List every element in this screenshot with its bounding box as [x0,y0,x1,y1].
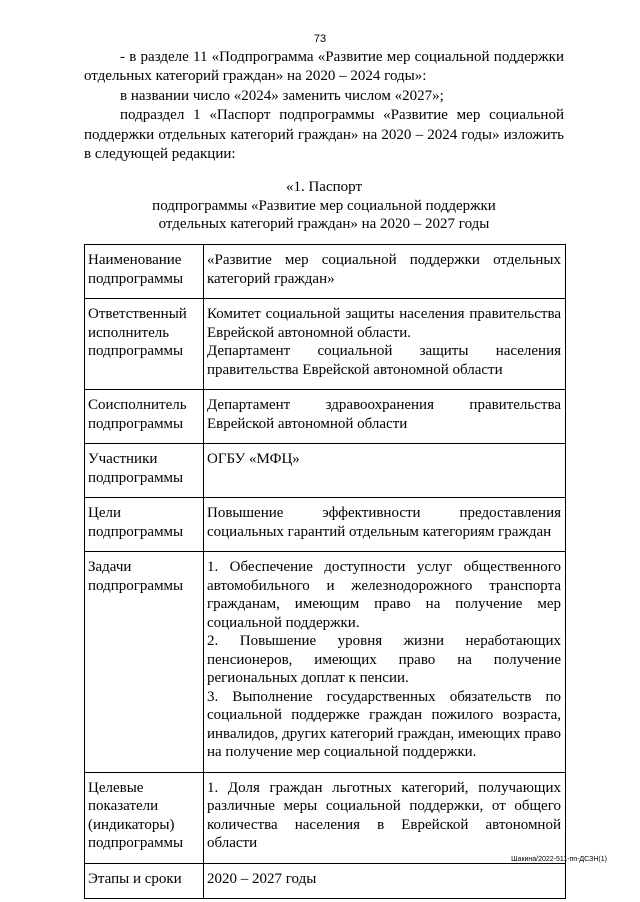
row-value [204,863,566,899]
passport-table [84,244,566,899]
row-label: Ответственный исполнитель подпрограммы [85,299,204,390]
intro-text [84,48,564,164]
row-value-line: ОГБУ «МФЦ» [207,451,300,467]
row-value-line: 2. Повышение уровня жизни неработающих пенсионеров, имеющих право на получение региональных доплат к пенсии. [207,633,561,686]
row-label: Целевые показатели (индикаторы) подпрограммы [85,772,204,863]
row-label: Соисполнитель подпрограммы [85,390,204,444]
table-row [85,552,566,773]
table-row [85,444,566,498]
row-value-line: 3. Выполнение государственных обязательств по социальной поддержке граждан пожилого возраста, инвалидов, других категорий граждан, имеющих право на получение мер социальной поддержки. [207,688,561,760]
row-label: Участники подпрограммы [85,444,204,498]
row-value [204,498,566,552]
row-value-line: Повышение эффективности предоставления социальных гарантий отдельным категориям граждан [207,505,561,540]
row-value-line: Департамент социальной защиты населения правительства Еврейской автономной области [207,343,561,378]
table-row [85,299,566,390]
row-value [204,390,566,444]
row-value-line: 1. Обеспечение доступности услуг общественного автомобильного и железнодорожного транспорта гражданам, имеющим право на получение мер социальной поддержки. [207,559,561,631]
row-value [204,299,566,390]
row-label: Цели подпрограммы [85,498,204,552]
table-row [85,390,566,444]
intro-paragraph: в названии число «2024» заменить числом «2027»; [120,87,444,104]
row-value-line: 2020 – 2027 годы [207,870,317,887]
passport-heading-subtitle: подпрограммы «Развитие мер социальной поддержки отдельных категорий граждан» на 2020 – 2027 годы [152,197,496,232]
row-label: Этапы и сроки [85,863,204,899]
table-row [85,772,566,863]
intro-paragraph: - в разделе 11 «Подпрограмма «Развитие мер социальной поддержки отдельных категорий граждан» на 2020 – 2024 годы»: [84,49,564,85]
passport-heading-title: «1. Паспорт [285,179,363,195]
row-value [204,772,566,863]
row-value [204,552,566,773]
row-label: Задачи подпрограммы [85,552,204,773]
document-code: Шакина/2022-511-пп-ДСЗН(1) [511,856,607,863]
row-value-line: 1. Доля граждан льготных категорий, получающих различные меры социальной поддержки, от общего количества населения в Еврейской автономной области [207,779,561,851]
row-value [204,245,566,299]
row-label: Наименование подпрограммы [85,245,204,299]
intro-paragraph: подраздел 1 «Паспорт подпрограммы «Развитие мер социальной поддержки отдельных категорий граждан» на 2020 – 2024 годы» изложить в следующей редакции: [84,107,564,163]
table-row [85,498,566,552]
passport-heading [84,178,564,234]
row-value [204,444,566,498]
row-value-line: Департамент здравоохранения правительства Еврейской автономной области [207,397,561,432]
table-row [85,863,566,899]
row-value-line: «Развитие мер социальной поддержки отдельных категорий граждан» [207,252,561,287]
row-value-line: Комитет социальной защиты населения правительства Еврейской автономной области. [207,306,561,341]
table-row [85,245,566,299]
page-number: 73 [313,33,327,45]
